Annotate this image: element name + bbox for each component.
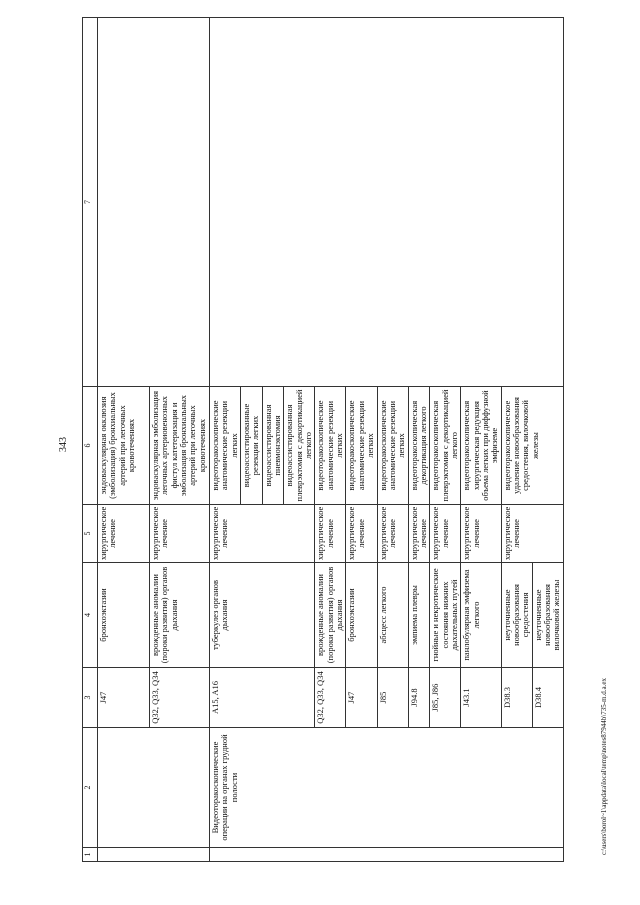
treatment-cell: хирургическое лечение xyxy=(346,505,377,563)
code-cell: J85, J86 xyxy=(430,668,461,728)
method-cell: эндоваскулярная окклюзия (эмболизация) бронхиальных артерий при легочных кровотечениях xyxy=(98,387,150,505)
diagnosis-cell: неуточненные новообразования средостения xyxy=(501,563,532,668)
method-cell: эндоваскулярная эмболизация легочных артериовенозных фистул катетеризация и эмболизация бронхиальных артерий при легочных кровотечениях xyxy=(150,387,210,505)
treatment-cell: хирургическое лечение xyxy=(150,505,210,563)
treatment-cell: хирургическое лечение xyxy=(98,505,150,563)
header-cell: 1 xyxy=(83,848,98,862)
blank-cell xyxy=(98,18,210,387)
code-cell: J85 xyxy=(377,668,408,728)
treatment-cell: хирургическое лечение xyxy=(408,505,430,563)
treatment-cell: хирургическое лечение xyxy=(210,505,315,563)
code-cell: J43.1 xyxy=(461,668,501,728)
diagnosis-cell: врожденные аномалии (пороки развития) органов дыхания xyxy=(150,563,210,668)
treatment-cell: хирургическое лечение xyxy=(430,505,461,563)
rotated-table-container xyxy=(82,17,585,862)
diagnosis-cell: абсцесс легкого xyxy=(377,563,408,668)
blank-cell xyxy=(98,728,210,848)
code-cell: A15, A16 xyxy=(210,668,315,728)
treatment-cell: хирургическое лечение xyxy=(315,505,346,563)
header-cell: 2 xyxy=(83,728,98,848)
method-cell: видеоассистированная плеврэктомия с декортикацией легкого xyxy=(284,387,315,505)
blank-cell xyxy=(98,848,210,862)
method-cell: видеоторакоскопические анатомические резекции легких xyxy=(210,387,241,505)
method-cell: видеоторакоскопические анатомические резекции легких xyxy=(377,387,408,505)
code-cell: J94.8 xyxy=(408,668,430,728)
table-row xyxy=(98,18,150,862)
blank-cell xyxy=(210,18,564,387)
code-cell: J47 xyxy=(98,668,150,728)
method-cell: видеоторакоскопические анатомические резекции легких xyxy=(346,387,377,505)
code-cell: D38.4 xyxy=(532,668,563,728)
treatment-cell: хирургическое лечение xyxy=(377,505,408,563)
diagnosis-cell: неуточненные новообразования вилочковой железы xyxy=(532,563,563,668)
code-cell: D38.3 xyxy=(501,668,532,728)
header-cell: 7 xyxy=(83,18,98,387)
method-cell: видеоторакоскопическое удаление новообразования средостения, вилочковой железы xyxy=(501,387,563,505)
method-cell: видеоторакоскопические анатомические резекции легких xyxy=(315,387,346,505)
code-cell: Q32, Q33, Q34 xyxy=(315,668,346,728)
method-cell: видеоассистированная пневмонэктомия xyxy=(262,387,284,505)
table-row xyxy=(210,18,241,862)
header-cell: 3 xyxy=(83,668,98,728)
section-title: Видеоторакоскопические операции на органах грудной полости xyxy=(210,728,564,848)
procedures-table xyxy=(82,17,564,862)
page-number: 343 xyxy=(58,437,69,452)
diagnosis-cell: панлобулярная эмфизема легкого xyxy=(461,563,501,668)
code-cell: J47 xyxy=(346,668,377,728)
diagnosis-cell: эмпиема плевры xyxy=(408,563,430,668)
header-row xyxy=(83,18,98,862)
footer-path: c:\users\borol~1\appdata\local\temp\notes87944b\735-m.d.a.ex xyxy=(600,678,608,855)
method-cell: видеоторакоскопическая хирургическая редукция объема легких при диффузной эмфиземе xyxy=(461,387,501,505)
treatment-cell: хирургическое лечение xyxy=(501,505,563,563)
method-cell: видеоторакоскопическая плеврэктомия с декортикацией легкого xyxy=(430,387,461,505)
header-cell: 5 xyxy=(83,505,98,563)
treatment-cell: хирургическое лечение xyxy=(461,505,501,563)
method-cell: видеоассистированные резекции легких xyxy=(241,387,263,505)
diagnosis-cell: гнойные и некротические состояния нижних дыхательных путей xyxy=(430,563,461,668)
diagnosis-cell: бронхоэктазии xyxy=(98,563,150,668)
header-cell: 4 xyxy=(83,563,98,668)
diagnosis-cell: врожденные аномалии (пороки развития) органов дыхания xyxy=(315,563,346,668)
method-cell: видеоторакоскопическая декортикация легкого xyxy=(408,387,430,505)
code-cell: Q32, Q33, Q34 xyxy=(150,668,210,728)
blank-cell xyxy=(210,848,564,862)
header-cell: 6 xyxy=(83,387,98,505)
diagnosis-cell: туберкулез органов дыхания xyxy=(210,563,315,668)
diagnosis-cell: бронхоэктазии xyxy=(346,563,377,668)
